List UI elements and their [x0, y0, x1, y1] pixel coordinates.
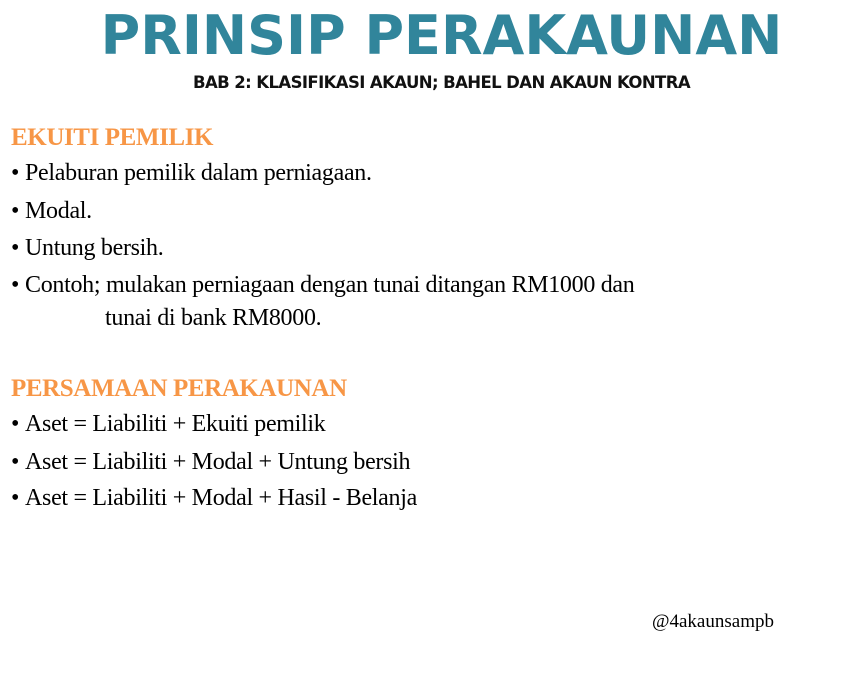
bullet-icon: • [11, 449, 20, 475]
section-heading-persamaan-perakaunan: PERSAMAAN PERAKAUNAN [11, 375, 347, 402]
bullet-icon: • [11, 198, 20, 224]
bullet-item [11, 272, 635, 299]
bullet-icon: • [11, 485, 20, 511]
bullet-icon: • [11, 235, 20, 261]
bullet-continuation: tunai di bank RM8000. [105, 305, 322, 331]
bullet-text: Pelaburan pemilik dalam perniagaan. [25, 160, 372, 186]
bullet-text: Untung bersih. [25, 235, 164, 261]
page-title: PRINSIP PERAKAUNAN [100, 4, 783, 67]
bullet-icon: • [11, 272, 20, 298]
bullet-text: Aset = Liabiliti + Modal + Hasil - Belanja [25, 485, 417, 511]
bullet-item [11, 198, 92, 225]
bullet-item [11, 160, 372, 187]
bullet-text: Aset = Liabiliti + Modal + Untung bersih [25, 449, 411, 475]
footer-handle: @4akaunsampb [652, 611, 774, 632]
page-subtitle: BAB 2: KLASIFIKASI AKAUN; BAHEL DAN AKAUN KONTRA [193, 73, 690, 92]
bullet-item [11, 411, 325, 438]
bullet-text: Aset = Liabiliti + Ekuiti pemilik [25, 411, 326, 437]
bullet-item [11, 485, 417, 512]
bullet-icon: • [11, 411, 20, 437]
bullet-text: Modal. [25, 198, 92, 224]
bullet-text: Contoh; mulakan perniagaan dengan tunai ditangan RM1000 dan [25, 272, 635, 298]
section-heading-ekuiti-pemilik: EKUITI PEMILIK [11, 124, 214, 151]
bullet-item [11, 449, 410, 476]
bullet-item [11, 235, 163, 262]
bullet-icon: • [11, 160, 20, 186]
